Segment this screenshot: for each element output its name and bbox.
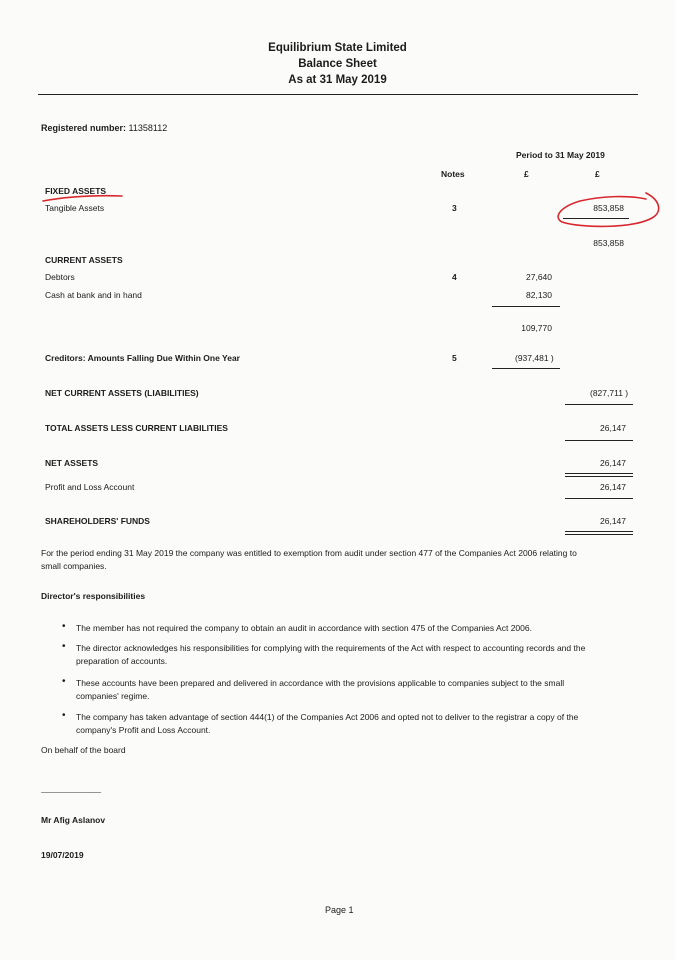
total-assets-label: TOTAL ASSETS LESS CURRENT LIABILITIES [45, 423, 228, 433]
debtors-note: 4 [452, 272, 457, 282]
signoff-date: 19/07/2019 [41, 850, 84, 860]
responsibilities-heading: Director's responsibilities [41, 591, 146, 601]
shareholders-funds-rule-1 [565, 531, 633, 532]
registered-number [41, 123, 167, 133]
currency-column-1: £ [524, 169, 529, 179]
responsibility-item-4-line-1: The company has taken advantage of section 444(1) of the Companies Act 2006 and opted not to deliver to the registrar a copy of the [76, 712, 579, 722]
bullet-icon: • [62, 676, 66, 687]
net-current-assets-label: NET CURRENT ASSETS (LIABILITIES) [45, 388, 199, 398]
net-current-assets-value: (827,711 ) [590, 388, 629, 398]
responsibility-item-4-line-2: company's Profit and Loss Account. [76, 725, 211, 735]
exemption-statement-line-1: For the period ending 31 May 2019 the company was entitled to exemption from audit under section 477 of the Companies Act 2006 relating to [41, 548, 577, 558]
debtors-label: Debtors [45, 272, 75, 282]
director-name: Mr Afig Aslanov [41, 815, 106, 825]
creditors-note: 5 [452, 353, 457, 363]
bullet-icon: • [62, 641, 66, 652]
responsibility-item-3-line-2: companies' regime. [76, 691, 150, 701]
tangible-assets-note: 3 [452, 203, 457, 213]
currency-column-2: £ [595, 169, 600, 179]
net-assets-rule-1 [565, 473, 633, 474]
fixed-assets-total: 853,858 [593, 238, 624, 248]
exemption-statement-line-2: small companies. [41, 561, 107, 571]
responsibility-item-2-line-1: The director acknowledges his responsibilities for complying with the requirements of the Act with respect to accounting records and the [76, 643, 586, 653]
total-assets-rule [565, 440, 633, 441]
tangible-assets-label: Tangible Assets [45, 203, 105, 213]
registered-number-value: 11358112 [128, 123, 168, 133]
document-title: Balance Sheet [298, 58, 377, 70]
tangible-assets-value: 853,858 [593, 203, 624, 213]
shareholders-funds-label: SHAREHOLDERS' FUNDS [45, 516, 150, 526]
net-assets-label: NET ASSETS [45, 458, 99, 468]
bullet-icon: • [62, 621, 66, 632]
current-assets-heading: CURRENT ASSETS [45, 255, 123, 265]
profit-loss-value: 26,147 [600, 482, 626, 492]
net-assets-rule-2 [565, 476, 633, 477]
current-assets-subtotal-rule [492, 306, 560, 307]
on-behalf-of-board: On behalf of the board [41, 745, 126, 755]
net-current-assets-rule [565, 404, 633, 405]
profit-loss-label: Profit and Loss Account [45, 482, 135, 492]
signature-line: ---------------------------------------- [41, 790, 101, 796]
cash-label: Cash at bank and in hand [45, 290, 142, 300]
creditors-rule [492, 368, 560, 369]
net-assets-value: 26,147 [600, 458, 626, 468]
responsibility-item-3-line-1: These accounts have been prepared and delivered in accordance with the provisions applicable to companies subject to the small [76, 678, 565, 688]
fixed-assets-heading: FIXED ASSETS [45, 186, 107, 196]
debtors-value: 27,640 [526, 272, 552, 282]
bullet-icon: • [62, 710, 66, 721]
shareholders-funds-rule-2 [565, 534, 633, 535]
period-column-header: Period to 31 May 2019 [516, 150, 605, 160]
fixed-assets-subtotal-rule [563, 218, 629, 219]
total-assets-value: 26,147 [600, 423, 626, 433]
cash-value: 82,130 [526, 290, 552, 300]
creditors-value: (937,481 ) [515, 353, 554, 363]
document-date: As at 31 May 2019 [288, 74, 387, 86]
registered-number-label: Registered number: [41, 123, 127, 133]
fixed-assets-underline-annotation [43, 196, 122, 201]
current-assets-total: 109,770 [521, 323, 552, 333]
profit-loss-rule [565, 498, 633, 499]
header-rule [38, 94, 638, 95]
shareholders-funds-value: 26,147 [600, 516, 626, 526]
company-name: Equilibrium State Limited [268, 42, 407, 54]
responsibility-item-1: The member has not required the company to obtain an audit in accordance with section 475 of the Companies Act 2006. [76, 623, 532, 633]
creditors-label: Creditors: Amounts Falling Due Within One Year [45, 353, 240, 363]
notes-column-header: Notes [441, 169, 465, 179]
responsibility-item-2-line-2: preparation of accounts. [76, 656, 168, 666]
page-number: Page 1 [325, 905, 354, 915]
